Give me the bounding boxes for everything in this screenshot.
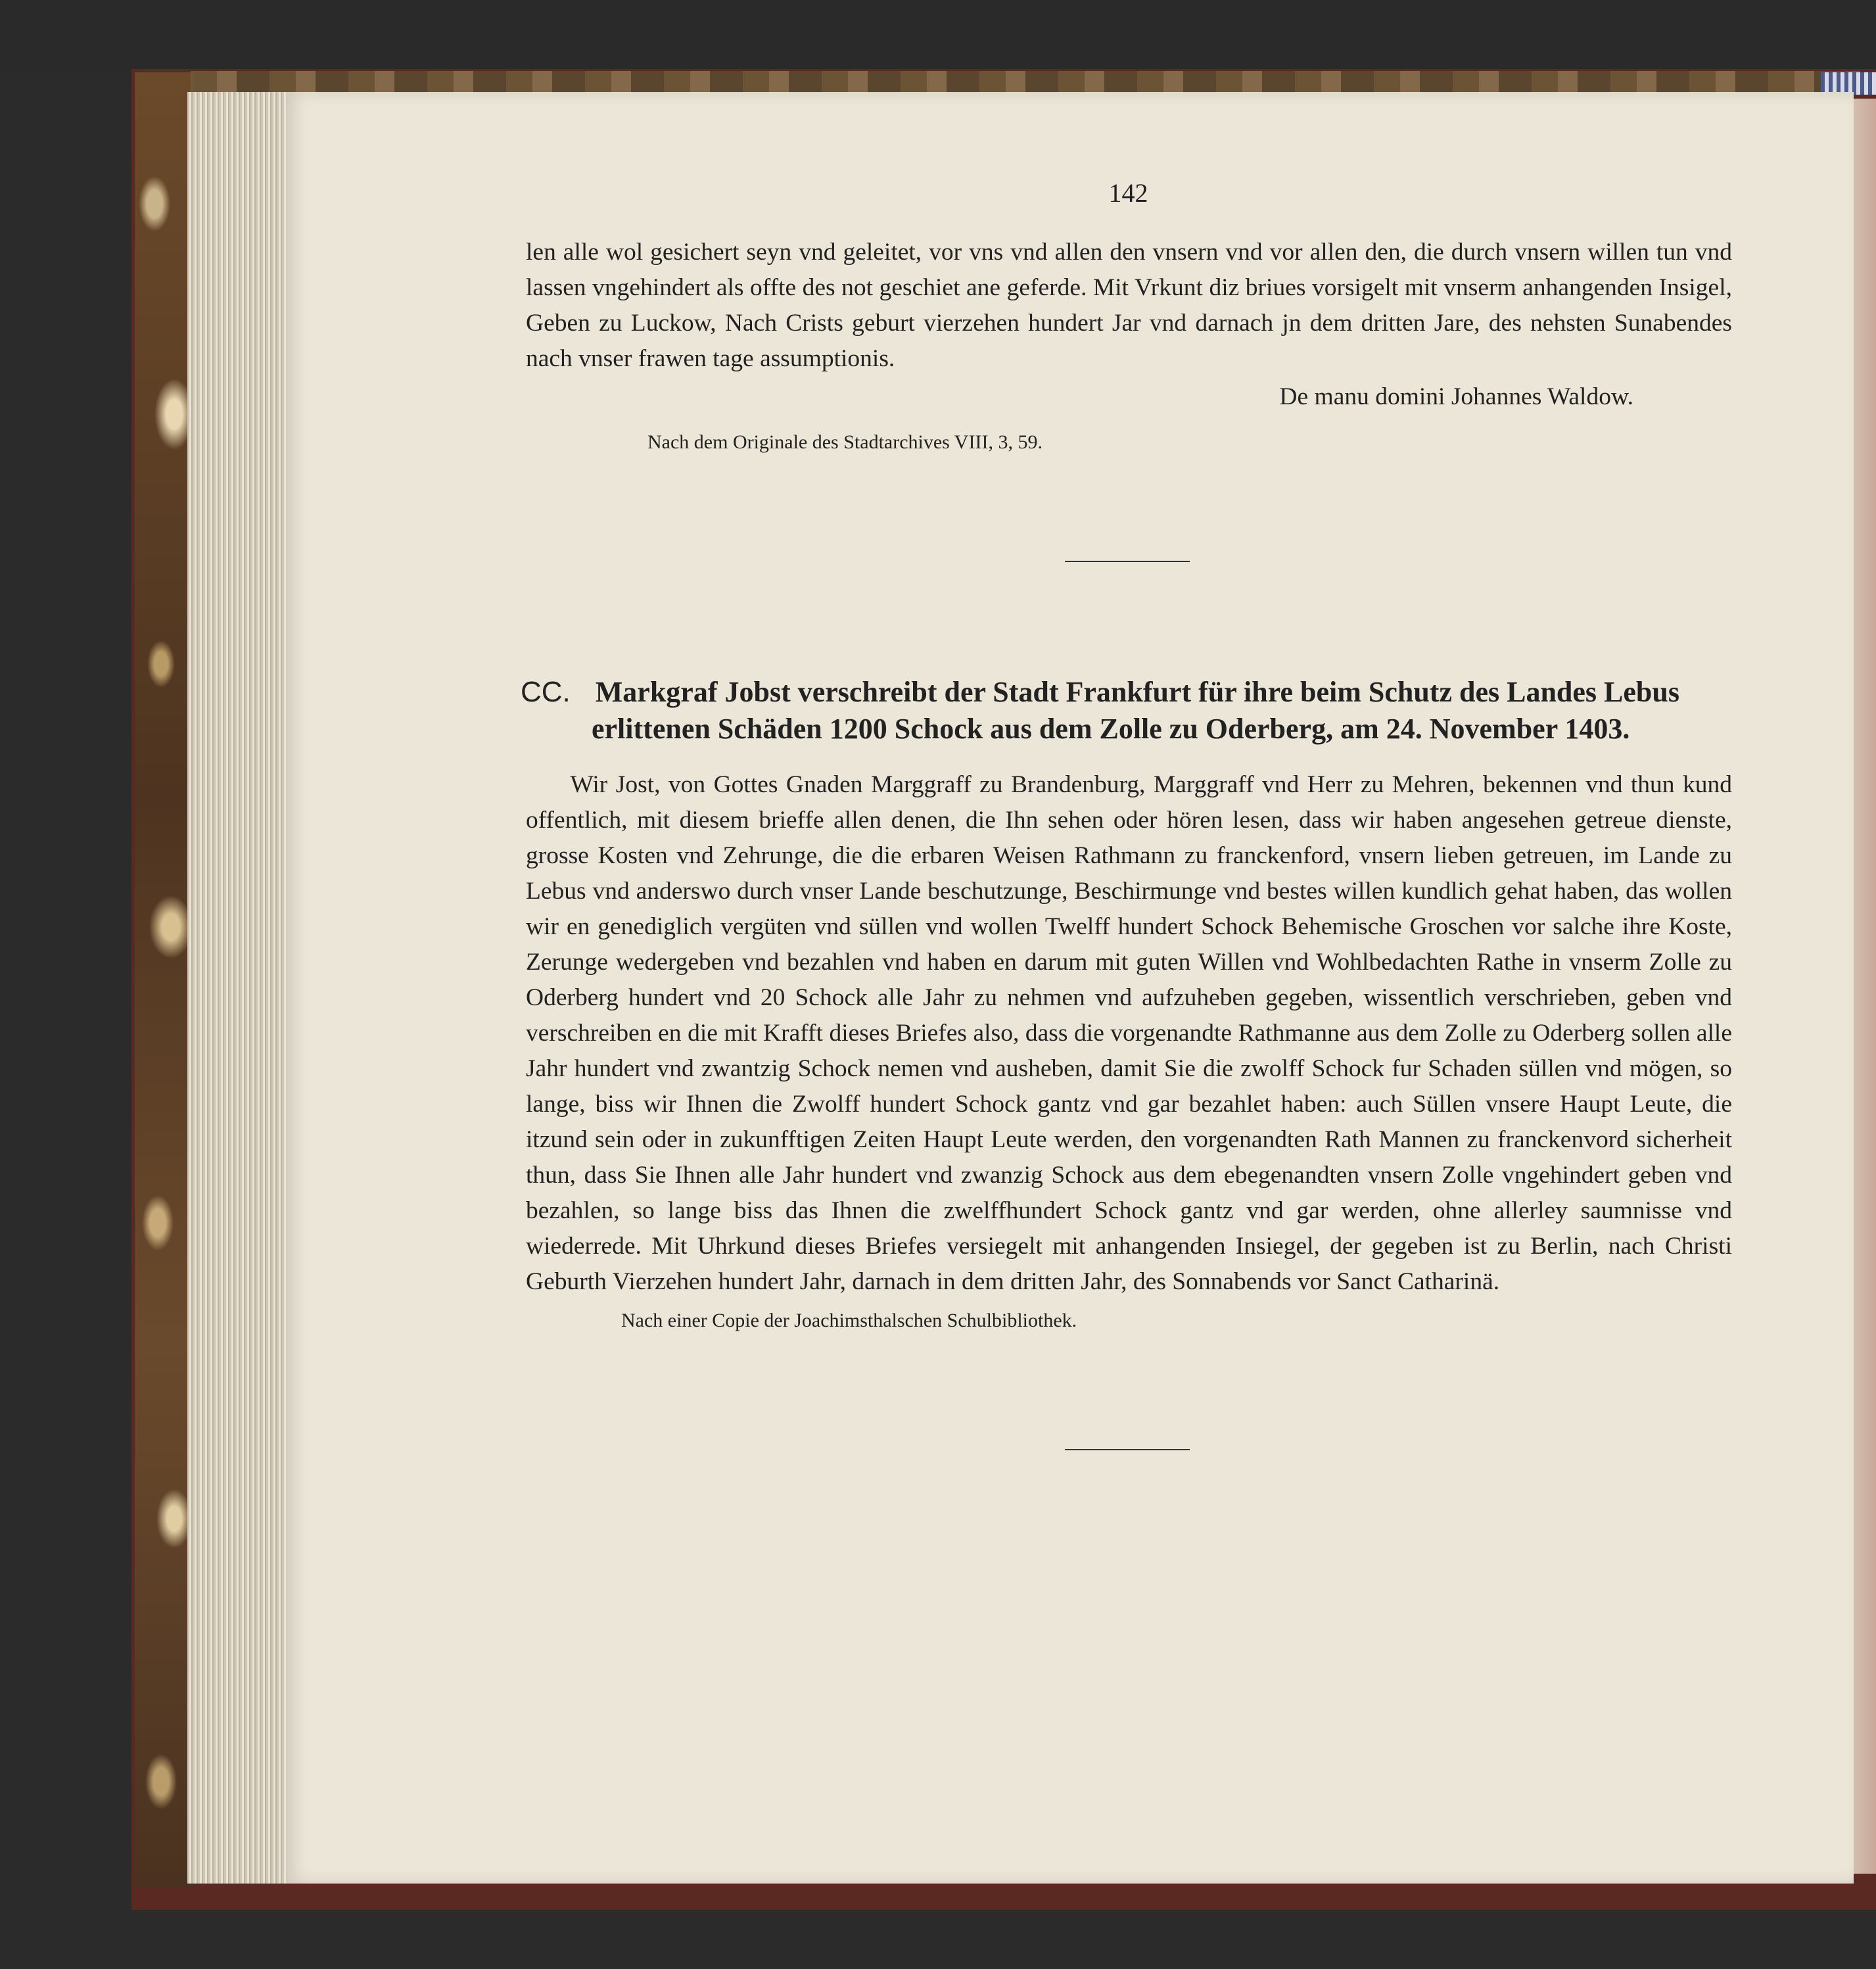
- page-edges: [187, 92, 286, 1884]
- page-text: [521, 178, 1732, 1450]
- section-divider: [1065, 561, 1190, 562]
- heading-line-1: Markgraf Jobst verschreibt der Stadt Frankfurt für ihre beim Schutz des Landes Lebus: [595, 676, 1679, 708]
- heading-line-2: erlittenen Schäden 1200 Schock aus dem Zolle zu Oderberg, am 24. November 1403.: [592, 713, 1630, 745]
- signature-line: De manu domini Johannes Waldow.: [1279, 383, 1633, 410]
- document-number: CC.: [521, 676, 571, 708]
- document-heading: [521, 674, 1732, 747]
- document-body: Wir Jost, von Gottes Gnaden Marggraff zu Brandenburg, Marggraff vnd Herr zu Mehren, bekennen vnd thun kund offentlich, mit diesem brieffe allen denen, die Ihn sehen oder hören lesen, dass wir haben angesehen getreue dienste, grosse Kosten vnd Zehrunge, die die erbaren Weisen Rathmann zu franckenford, vnsern lieben getreuen, im Lande zu Lebus vnd anderswo durch vnser Lande beschutzunge, Beschirmunge vnd bestes willen kundlich gehat haben, das wollen wir en genediglich vergüten vnd süllen vnd wollen Twelff hundert Schock Behemische Groschen vor salche ihre Koste, Zerunge wedergeben vnd bezahlen vnd haben en darum mit guten Willen vnd Wohlbedachten Rathe in vnserm Zolle zu Oderberg hundert vnd 20 Schock alle Jahr zu nehmen vnd aufzuheben gegeben, wissentlich verschrieben, geben vnd verschreiben en die mit Krafft dieses Briefes also, dass die vorgenandte Rathmanne aus dem Zolle zu Oderberg sollen alle Jahr hundert vnd zwantzig Schock nemen vnd ausheben, damit Sie die zwolff Schock fur Schaden süllen vnd mögen, so lange, biss wir Ihnen die Zwolff hundert Schock gantz vnd gar bezahlet haben: auch Süllen vnsere Haupt Leute, die itzund sein oder in zukunfftigen Zeiten Haupt Leute werden, den vorgenandten Rath Mannen zu franckenvord sicherheit thun, dass Sie Ihnen alle Jahr hundert vnd zwanzig Schock aus dem ebegenandten vnsern Zolle vngehindert geben vnd bezahlen, so lange biss das Ihnen die zwelffhundert Schock gantz vnd gar werden, ohne allerley saumnisse vnd wiederrede. Mit Uhrkund dieses Briefes versiegelt mit anhangenden Insiegel, der gegeben ist zu Berlin, nach Christi Geburth Vierzehen hundert Jahr, darnach in dem dritten Jahr, des Sonnabends vor Sanct Catharinä.: [526, 771, 1732, 1295]
- marbled-spine: [135, 72, 194, 1887]
- page-number: 142: [1108, 178, 1148, 208]
- bottom-divider: [1065, 1449, 1190, 1450]
- background-top: [0, 0, 1876, 72]
- source-note-1: Nach dem Originale des Stadtarchives VIII, 3, 59.: [647, 431, 1043, 453]
- bookmark-ribbon: [1821, 72, 1876, 95]
- source-note-2: Nach einer Copie der Joachimsthalschen Schulbibliothek.: [621, 1310, 1077, 1331]
- marbled-top-edge: [191, 71, 1860, 93]
- continuation-paragraph: len alle wol gesichert seyn vnd geleitet, vor vns vnd allen den vnsern vnd vor allen den, die durch vnsern willen tun vnd lassen vngehindert als offte des not geschiet ane geferde. Mit Vrkunt diz briues vorsigelt mit vnserm anhangenden Insigel, Geben zu Luckow, Nach Crists geburt vierzehen hundert Jar vnd darnach jn dem dritten Jare, des nehsten Sunabendes nach vnser frawen tage assumptionis.: [526, 239, 1732, 372]
